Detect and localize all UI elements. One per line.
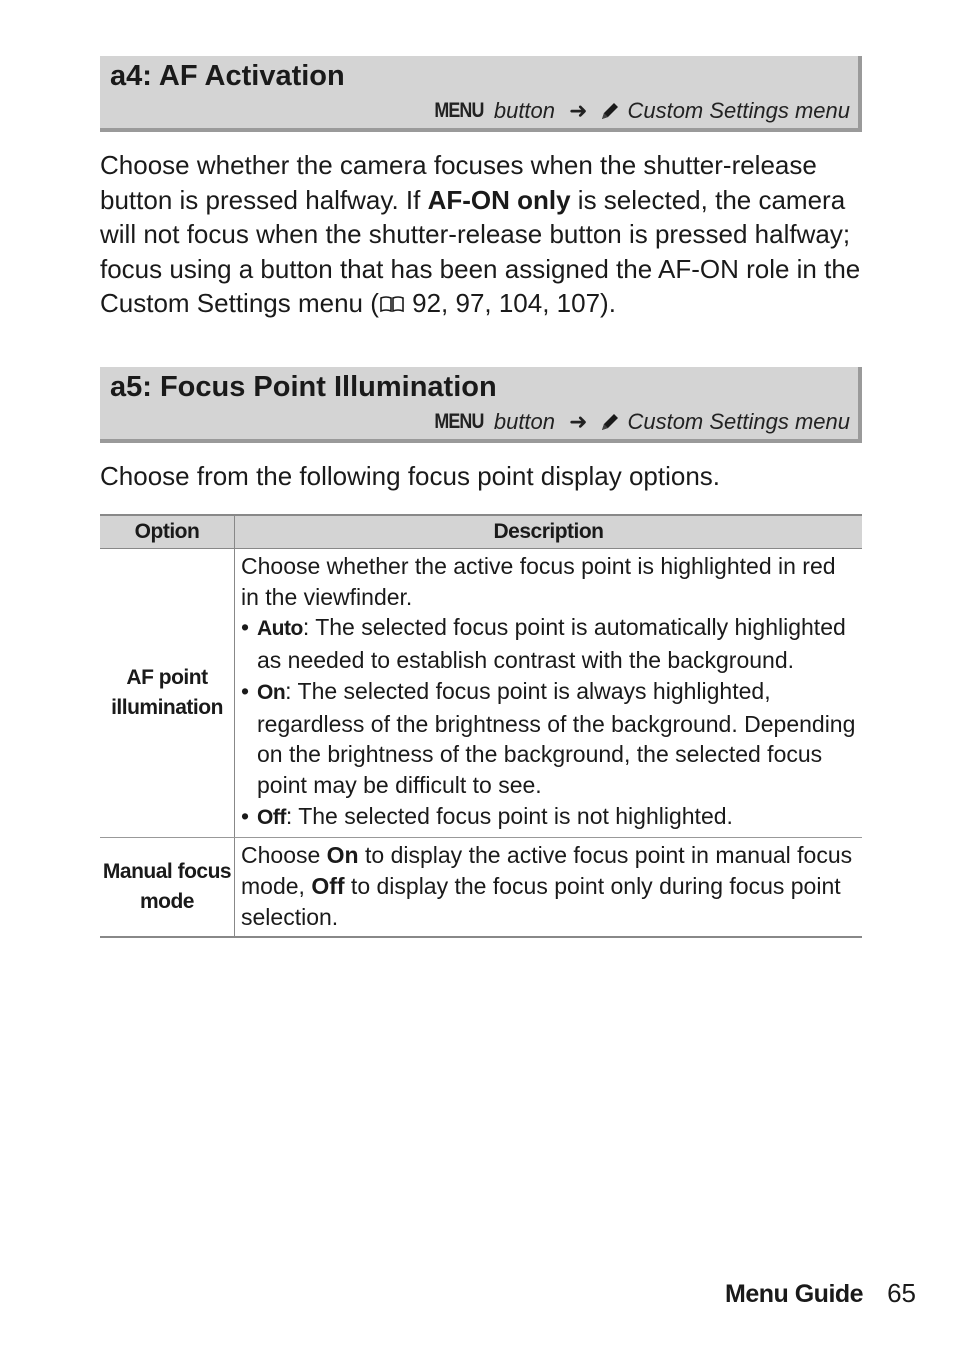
section-header-a5 xyxy=(100,367,862,443)
section-title-a4: a4: AF Activation xyxy=(110,60,345,92)
af-on-only-option: AF-ON only xyxy=(427,184,571,215)
breadcrumb-button-text: button xyxy=(493,98,556,123)
section-title-a5: a5: Focus Point Illumination xyxy=(110,371,497,403)
menu-button-label: MENU xyxy=(434,99,484,122)
table-header-row xyxy=(100,515,862,549)
column-header-option: Option xyxy=(100,515,235,549)
a5-intro: Choose from the following focus point display options. xyxy=(100,461,721,491)
breadcrumb-target: Custom Settings menu xyxy=(627,409,850,434)
breadcrumb-target: Custom Settings menu xyxy=(627,98,850,123)
column-header-description: Description xyxy=(235,515,863,549)
menu-button-label: MENU xyxy=(434,410,484,433)
section-header-a4 xyxy=(100,56,862,132)
pencil-icon xyxy=(599,100,621,122)
pencil-icon xyxy=(599,411,621,433)
footer-section-label: Menu Guide xyxy=(725,1280,864,1308)
list-item: • Off: The selected focus point is not highlighted. xyxy=(241,801,856,834)
table-row xyxy=(100,549,862,838)
breadcrumb-a4 xyxy=(430,98,850,124)
option-af-point-illumination: AF point illumination xyxy=(100,549,235,838)
breadcrumb-button-text: button xyxy=(493,409,556,434)
book-icon xyxy=(379,295,405,313)
list-item: • On: The selected focus point is always highlighted, regardless of the brightness of the background. Depending on the brightness of the background, the selected focus point may be difficult to see. xyxy=(241,676,856,801)
description-af-point-illumination xyxy=(235,549,863,838)
description-manual-focus-mode: Choose On to display the active focus point in manual focus mode, Off to display the focus point only during focus point selection. xyxy=(235,838,863,938)
page-footer xyxy=(725,1278,916,1309)
a4-description: Choose whether the camera focuses when the shutter-release button is pressed halfway. If AF-ON only is selected, the camera will not focus when the shutter-release button is pressed halfway; focus using a button that has been assigned the AF-ON role in the Custom Settings menu ( 92, 97, 104, 107). xyxy=(100,150,861,319)
arrow-icon: ➜ xyxy=(569,98,588,123)
description-lead: Choose whether the active focus point is highlighted in red in the viewfinder. xyxy=(241,553,836,610)
page-number: 65 xyxy=(887,1278,916,1308)
breadcrumb-a5 xyxy=(430,409,850,435)
arrow-icon: ➜ xyxy=(569,409,588,434)
option-bullet-list xyxy=(241,612,856,833)
list-item: • Auto: The selected focus point is automatically highlighted as needed to establish contrast with the background. xyxy=(241,612,856,675)
page-refs: 92, 97, 104, 107). xyxy=(404,288,616,319)
option-manual-focus-mode: Manual focus mode xyxy=(100,838,235,938)
table-row xyxy=(100,838,862,938)
options-table xyxy=(100,514,862,938)
